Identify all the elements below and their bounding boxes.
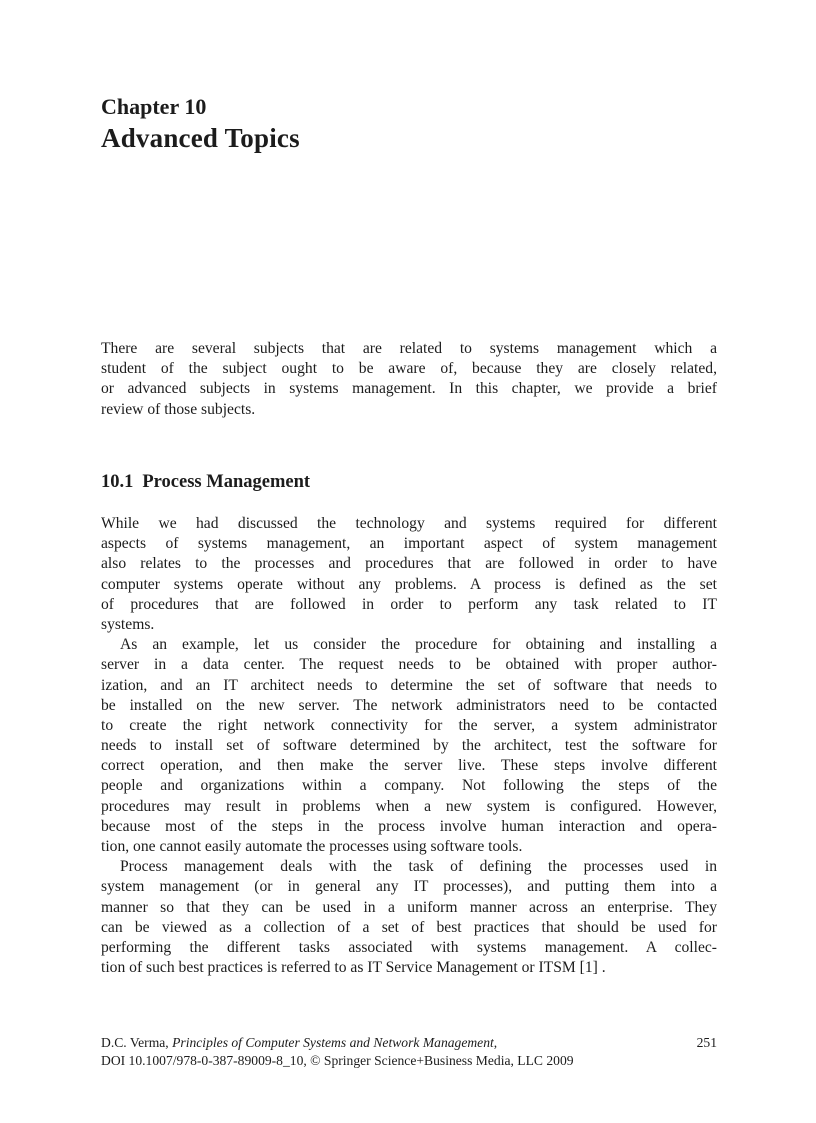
comma: ,: [493, 1035, 498, 1050]
text-line: student of the subject ought to be aware of, because they are closely related,: [101, 360, 717, 378]
book-title: Principles of Computer Systems and Network Management: [172, 1035, 494, 1050]
section-heading: [101, 470, 310, 494]
doi-copyright: DOI 10.1007/978-0-387-89009-8_10, © Springer Science+Business Media, LLC 2009: [101, 1053, 574, 1068]
text-line: of procedures that are followed in order to perform any task related to IT: [101, 595, 717, 613]
text-line: performing the different tasks associated with systems management. A collec-: [101, 938, 717, 956]
intro-paragraph: [101, 339, 717, 420]
page-footer: [101, 1034, 717, 1070]
text-line: tion of such best practices is referred to as IT Service Management or ITSM [1] .: [101, 959, 606, 977]
section-number: 10.1: [101, 472, 134, 492]
text-line: ization, and an IT architect needs to determine the set of software that needs to: [101, 676, 717, 694]
text-line: to create the right network connectivity for the server, a system administrator: [101, 716, 717, 734]
text-line: server in a data center. The request needs to be obtained with proper author-: [101, 656, 717, 674]
paragraph-3: [101, 857, 717, 978]
text-line: computer systems operate without any problems. A process is defined as the set: [101, 575, 717, 593]
text-line: While we had discussed the technology and systems required for different: [101, 515, 717, 532]
text-line: because most of the steps in the process involve human interaction and opera-: [101, 817, 717, 835]
doi-row: [101, 1052, 717, 1070]
section-body: [101, 514, 717, 978]
text-line: review of those subjects.: [101, 400, 256, 418]
section-title: Process Management: [142, 472, 311, 492]
chapter-label: Chapter 10: [101, 94, 207, 119]
text-line: also relates to the processes and procedures that are followed in order to have: [101, 555, 717, 573]
paragraph-2: [101, 635, 717, 857]
text-line: needs to install set of software determined by the architect, test the software for: [101, 737, 717, 755]
text-line: systems.: [101, 615, 155, 633]
citation-row: [101, 1034, 717, 1052]
text-line: aspects of systems management, an important aspect of system management: [101, 535, 717, 553]
paragraph-1: [101, 514, 717, 635]
text-line: There are several subjects that are related to systems management which a: [101, 340, 717, 357]
author: D.C. Verma,: [101, 1035, 173, 1050]
text-line: can be viewed as a collection of a set of best practices that should be used for: [101, 918, 717, 936]
chapter-title: Advanced Topics: [101, 123, 300, 153]
page-number: 251: [696, 1035, 717, 1050]
citation: [101, 1034, 497, 1052]
text-line: be installed on the new server. The network administrators need to be contacted: [101, 696, 717, 714]
text-line: or advanced subjects in systems management. In this chapter, we provide a brief: [101, 380, 717, 398]
text-line: As an example, let us consider the procedure for obtaining and installing a: [120, 636, 717, 654]
text-line: procedures may result in problems when a new system is configured. However,: [101, 797, 717, 815]
text-line: people and organizations within a company. Not following the steps of the: [101, 777, 717, 795]
text-line: Process management deals with the task of defining the processes used in: [120, 858, 717, 876]
text-line: correct operation, and then make the server live. These steps involve different: [101, 757, 717, 775]
text-line: system management (or in general any IT processes), and putting them into a: [101, 878, 717, 896]
text-line: manner so that they can be used in a uniform manner across an enterprise. They: [101, 898, 717, 916]
text-line: tion, one cannot easily automate the processes using software tools.: [101, 838, 523, 855]
